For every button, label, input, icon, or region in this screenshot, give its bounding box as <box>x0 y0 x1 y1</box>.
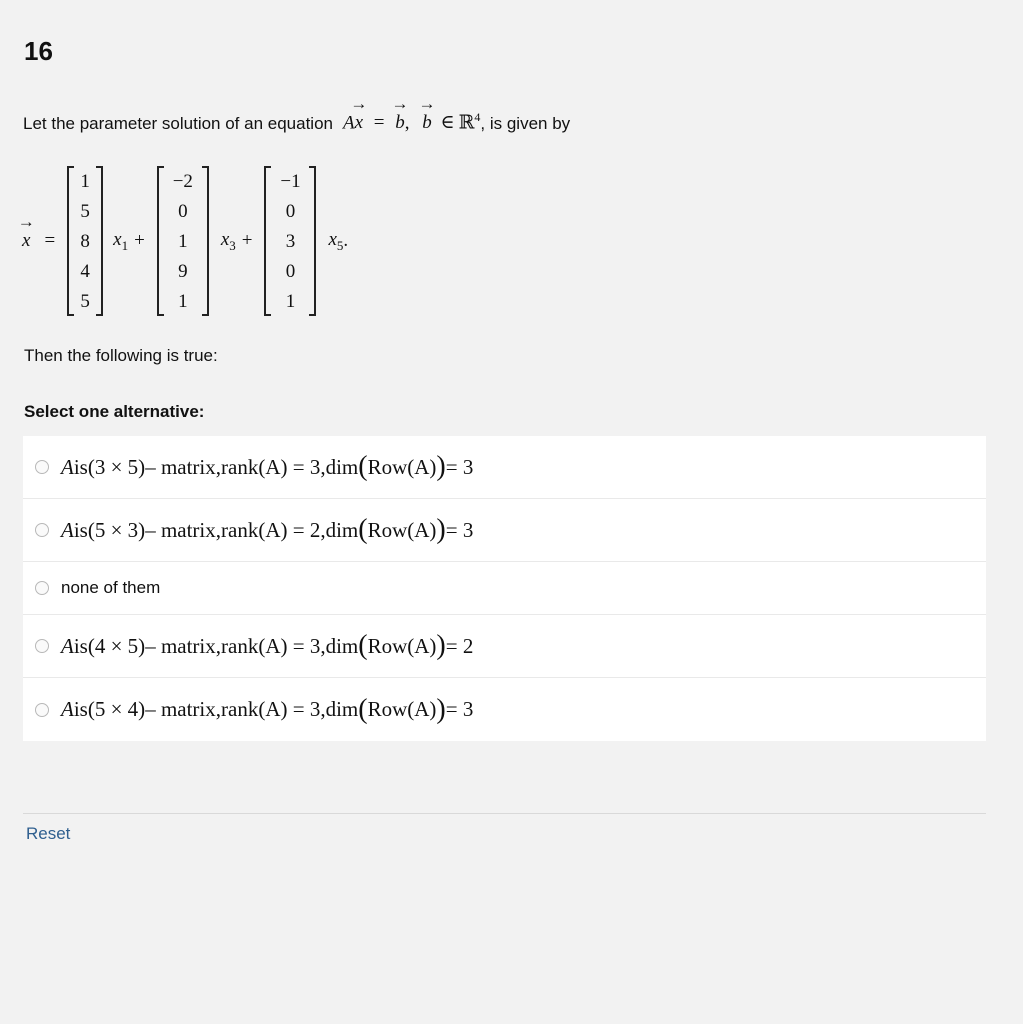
solution-lhs: → x <box>17 212 35 251</box>
option-5-label: A is (5 × 4) – matrix, rank(A) = 3, dim ( Row(A) ) = 3 <box>61 693 474 725</box>
solution-equation: → x = 1 5 8 4 5 $x_1$ + −2 0 1 9 1 $x_3$ + −1 0 3 0 1 $x_5$ . <box>22 166 348 316</box>
radio-button[interactable] <box>35 639 49 653</box>
question-intro <box>23 90 570 134</box>
radio-button[interactable] <box>35 460 49 474</box>
option-4-label: A is (4 × 5) – matrix, rank(A) = 3, dim ( Row(A) ) = 2 <box>61 630 474 661</box>
intro-prefix: Let the parameter solution of an equation <box>23 114 333 133</box>
option-1[interactable] <box>23 436 986 499</box>
question-number: 16 <box>24 36 53 66</box>
reset-link[interactable]: Reset <box>26 824 71 843</box>
column-vector-2: −2 0 1 9 1 <box>157 166 209 316</box>
intro-equation: A → x = → b, → b ∈ ℝ$^4$ <box>343 94 481 133</box>
select-label: Select one alternative: <box>24 402 205 421</box>
option-1-label: A is (3 × 5) – matrix, rank(A) = 3, dim ( Row(A) ) = 3 <box>61 451 474 482</box>
option-2[interactable] <box>23 499 986 562</box>
option-3-label: none of them <box>61 578 161 597</box>
option-3[interactable] <box>23 562 986 615</box>
option-2-label: A is (5 × 3) – matrix, rank(A) = 2, dim ( Row(A) ) = 3 <box>61 514 474 545</box>
options-panel <box>23 436 986 741</box>
intro-suffix: , is given by <box>480 114 571 133</box>
then-text: Then the following is true: <box>24 346 218 365</box>
radio-button[interactable] <box>35 581 49 595</box>
coefficient-x1: $x_1$ <box>113 228 129 253</box>
option-4[interactable] <box>23 615 986 678</box>
column-vector-1: 1 5 8 4 5 <box>67 166 103 316</box>
radio-button[interactable] <box>35 703 49 717</box>
option-5[interactable] <box>23 678 986 741</box>
coefficient-x3: $x_3$ <box>220 228 236 253</box>
column-vector-3: −1 0 3 0 1 <box>264 166 316 316</box>
radio-button[interactable] <box>35 523 49 537</box>
divider <box>23 813 986 814</box>
coefficient-x5: $x_5$ <box>328 228 344 253</box>
